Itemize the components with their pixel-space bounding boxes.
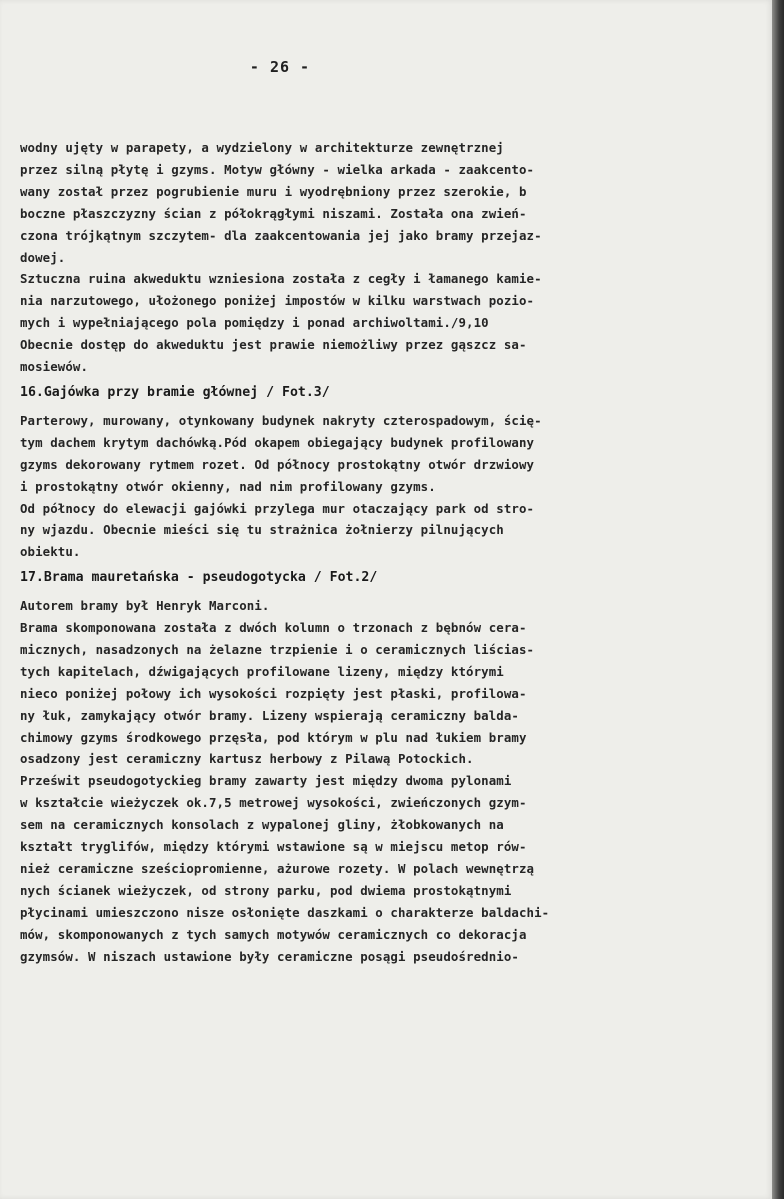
text-line: w kształcie wieżyczek ok.7,5 metrowej wysokości, zwieńczonych gzym- xyxy=(20,795,527,811)
text-line: i prostokątny otwór okienny, nad nim profilowany gzyms. xyxy=(20,478,436,494)
text-line: tych kapitelach, dźwigających profilowane lizeny, między którymi xyxy=(20,663,504,679)
text-line: płycinami umieszczono nisze osłonięte daszkami o charakterze baldachi- xyxy=(20,904,550,920)
text-line: Obecnie dostęp do akweduktu jest prawie niemożliwy przez gąszcz sa- xyxy=(20,337,527,353)
text-line: ny łuk, zamykający otwór bramy. Lizeny wspierają ceramiczny balda- xyxy=(20,707,519,723)
text-line: Od północy do elewacji gajówki przylega mur otaczający park od stro- xyxy=(20,500,535,516)
text-line: Prześwit pseudogotyckieg bramy zawarty jest między dwoma pylonami xyxy=(20,773,512,789)
text-line: boczne płaszczyzny ścian z półokrągłymi niszami. Została ona zwień- xyxy=(20,205,527,221)
text-line: mów, skomponowanych z tych samych motywów ceramicznych co dekoracja xyxy=(20,926,527,942)
text-line: osadzony jest ceramiczny kartusz herbowy z Pilawą Potockich. xyxy=(20,751,474,767)
section-heading-16: 16.Gajówka przy bramie głównej / Fot.3/ xyxy=(20,384,330,400)
text-line: Autorem bramy był Henryk Marconi. xyxy=(20,598,270,614)
text-line: Parterowy, murowany, otynkowany budynek nakryty czterospadowym, ścię- xyxy=(20,412,542,428)
text-line: wany został przez pogrubienie muru i wyodrębniony przez szerokie, b xyxy=(20,183,527,199)
text-line: przez silną płytę i gzyms. Motyw główny - wielka arkada - zaakcento- xyxy=(20,161,535,177)
text-line: czona trójkątnym szczytem- dla zaakcentowania jej jako bramy przejaz- xyxy=(20,227,542,243)
text-line: wodny ujęty w parapety, a wydzielony w architekturze zewnętrznej xyxy=(20,140,504,155)
text-line: ny wjazdu. Obecnie mieści się tu strażnica żołnierzy pilnujących xyxy=(20,522,504,538)
body-text xyxy=(20,137,764,968)
text-line: kształt tryglifów, między którymi wstawione są w miejscu metop rów- xyxy=(20,839,527,855)
text-line: mosiewów. xyxy=(20,359,89,375)
text-line: dowej. xyxy=(20,249,66,265)
text-line: gzymsów. W niszach ustawione były ceramiczne posągi pseudośrednio- xyxy=(20,948,519,964)
text-line: Sztuczna ruina akweduktu wzniesiona została z cegły i łamanego kamie- xyxy=(20,271,542,287)
text-line: micznych, nasadzonych na żelazne trzpienie i o ceramicznych liścias- xyxy=(20,641,535,657)
text-line: gzyms dekorowany rytmem rozet. Od północy prostokątny otwór drzwiowy xyxy=(20,456,535,472)
section-heading-17: 17.Brama mauretańska - pseudogotycka / Fot.2/ xyxy=(20,570,378,586)
text-line: nych ścianek wieżyczek, od strony parku, pod dwiema prostokątnymi xyxy=(20,882,512,898)
text-line: nia narzutowego, ułożonego poniżej impostów w kilku warstwach pozio- xyxy=(20,293,535,309)
text-line: tym dachem krytym dachówką.Pód okapem obiegający budynek profilowany xyxy=(20,434,535,450)
text-line: nież ceramiczne sześciopromienne, ażurowe rozety. W polach wewnętrzą xyxy=(20,861,535,876)
text-line: Brama skomponowana została z dwóch kolumn o trzonach z bębnów cera- xyxy=(20,620,527,636)
text-line: nieco poniżej połowy ich wysokości rozpięty jest płaski, profilowa- xyxy=(20,685,527,701)
page-number: - 26 - xyxy=(249,58,311,76)
text-line: chimowy gzyms środkowego przęsła, pod którym w plu nad łukiem bramy xyxy=(20,729,527,745)
text-line: mych i wypełniającego pola pomiędzy i ponad archiwoltami./9,10 xyxy=(20,315,489,331)
text-line: sem na ceramicznych konsolach z wypalonej gliny, żłobkowanych na xyxy=(20,817,504,833)
text-line: obiektu. xyxy=(20,544,81,560)
page-edge xyxy=(772,0,784,1199)
